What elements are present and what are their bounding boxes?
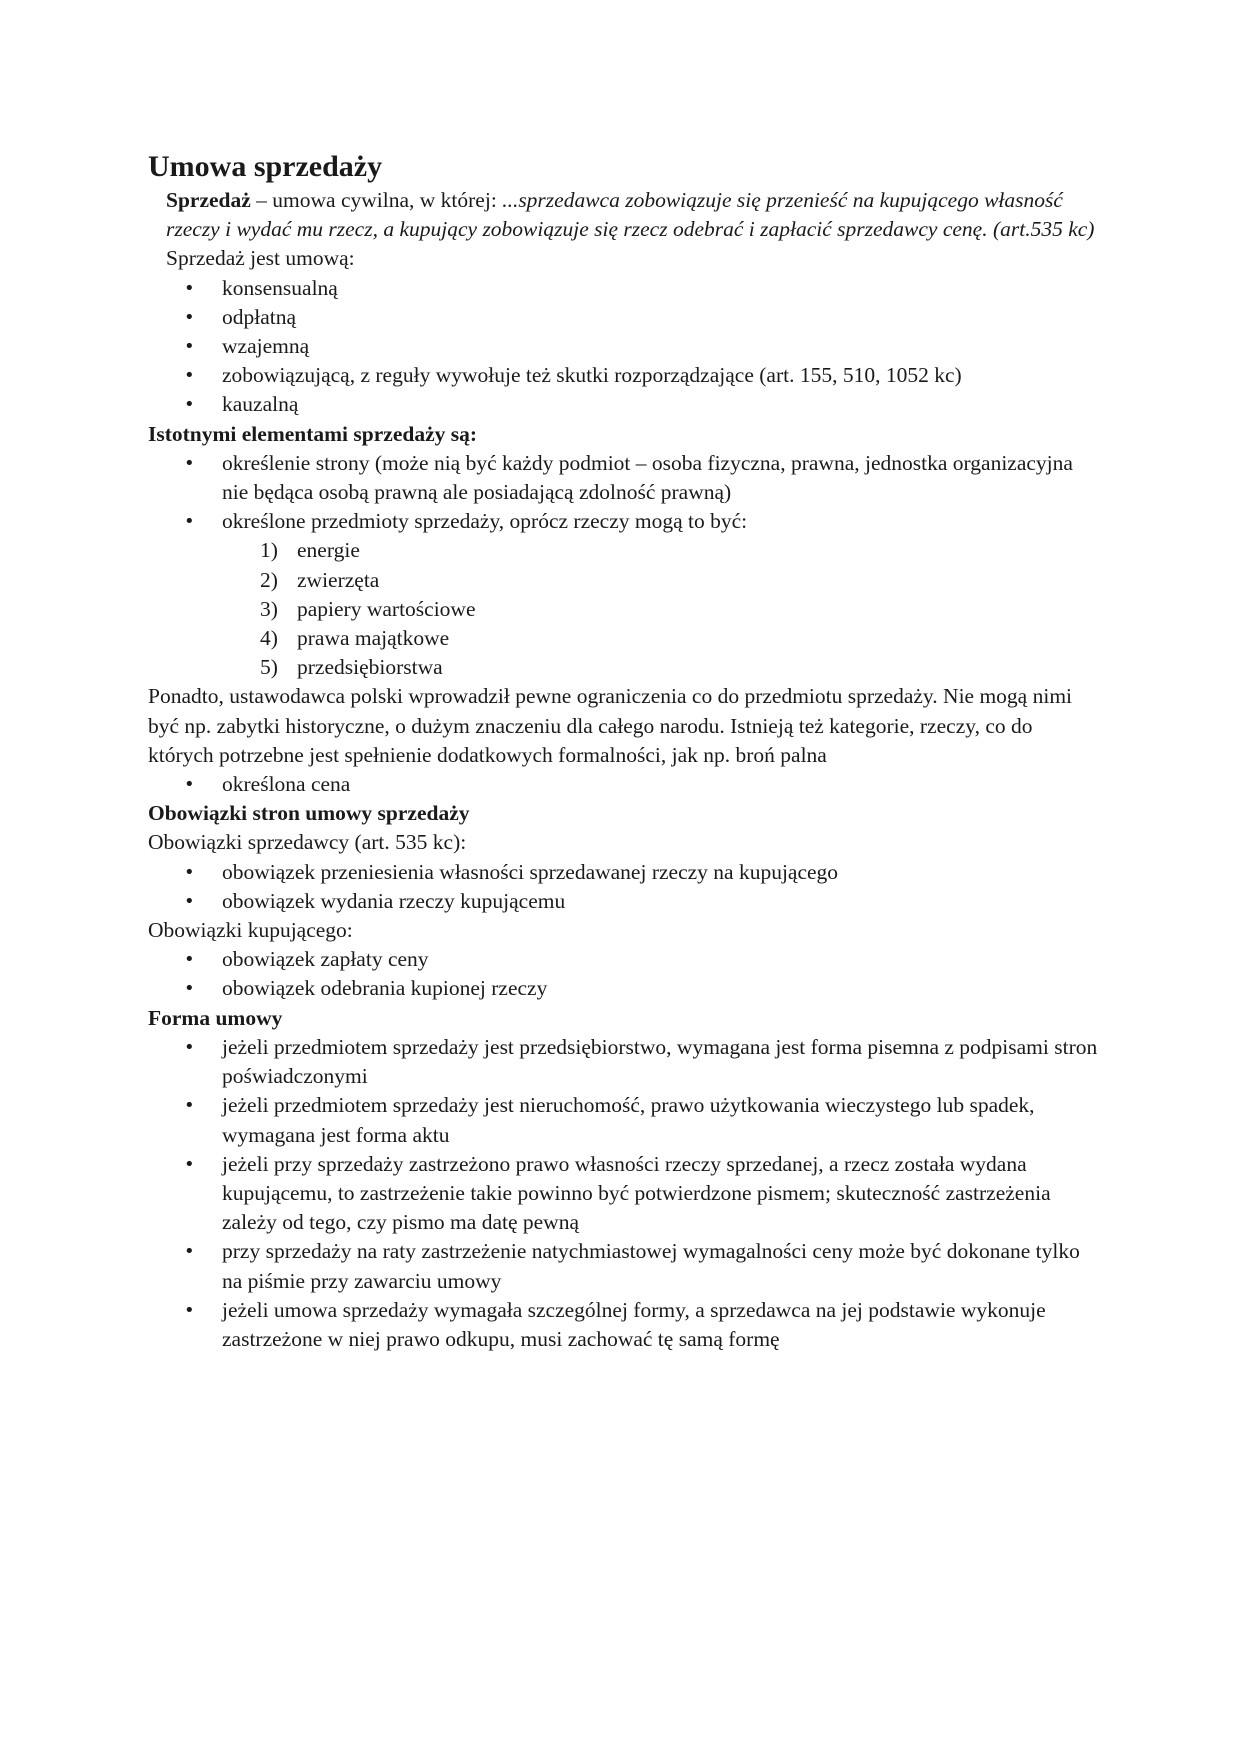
buyer-heading: Obowiązki kupującego: <box>148 918 353 943</box>
list-item: • przy sprzedaży na raty zastrzeżenie natychmiastowej wymagalności ceny może być dokonane tylko na piśmie przy zawarciu umowy <box>148 1237 1098 1295</box>
item-number: 5) <box>260 655 278 680</box>
numbered-item <box>148 624 1098 653</box>
list-item: • wzajemną <box>148 332 1098 361</box>
list-item: • obowiązek odebrania kupionej rzeczy <box>148 974 1098 1003</box>
elements-heading: Istotnymi elementami sprzedaży są: <box>148 421 478 446</box>
intro-quote: ...sprzedawca zobowiązuje się przenieść na kupującego własność rzeczy i wydać mu rzecz, a kupujący zobowiązuje się rzecz odebrać i zapłacić sprzedawcy cenę. (art.535 kc) <box>166 188 1095 242</box>
list-item: • obowiązek wydania rzeczy kupującemu <box>148 887 1098 916</box>
numbered-item <box>148 653 1098 682</box>
list-item: • obowiązek zapłaty ceny <box>148 945 1098 974</box>
list-item: • jeżeli przy sprzedaży zastrzeżono prawo własności rzeczy sprzedanej, a rzecz została wydana kupującemu, to zastrzeżenie takie powinno być potwierdzone pismem; skuteczność zastrzeżenia zależy od tego, czy pismo ma datę pewną <box>148 1150 1098 1238</box>
numbered-item <box>148 536 1098 565</box>
item-number: 4) <box>260 626 278 651</box>
list-item: • określona cena <box>148 770 1098 799</box>
list-item: • konsensualną <box>148 274 1098 303</box>
seller-duties-list <box>148 858 1098 916</box>
numbered-item <box>148 595 1098 624</box>
document-page <box>148 148 1098 1354</box>
item-text: prawa majątkowe <box>297 626 450 651</box>
item-text: zwierzęta <box>297 567 380 592</box>
item-number: 2) <box>260 567 278 592</box>
intro-term: Sprzedaż <box>166 188 251 212</box>
item-text: przedsiębiorstwa <box>297 655 443 680</box>
numbered-item <box>148 566 1098 595</box>
elements-list <box>148 449 1098 537</box>
list-item: • określone przedmioty sprzedaży, oprócz rzeczy mogą to być: <box>148 507 1098 536</box>
restrictions-paragraph: Ponadto, ustawodawca polski wprowadził pewne ograniczenia co do przedmiotu sprzedaży. Nie mogą nimi być np. zabytki historyczne, o dużym znaczeniu dla całego narodu. Istnieją też kategorie, rzeczy, co do których potrzebne jest spełnienie dodatkowych formalności, jak np. broń palna <box>148 684 1073 767</box>
form-list <box>148 1033 1098 1354</box>
list-item: • jeżeli umowa sprzedaży wymagała szczególnej formy, a sprzedawca na jej podstawie wykonuje zastrzeżone w niej prawo odkupu, musi zachować tę samą formę <box>148 1296 1098 1354</box>
form-heading: Forma umowy <box>148 1005 283 1030</box>
buyer-duties-list <box>148 945 1098 1003</box>
price-list <box>148 770 1098 799</box>
intro-paragraph <box>148 186 1098 244</box>
umowa-types-list <box>148 274 1098 420</box>
item-number: 1) <box>260 538 278 563</box>
item-text: papiery wartościowe <box>297 596 476 621</box>
umowa-intro: Sprzedaż jest umową: <box>166 246 355 271</box>
document-title: Umowa sprzedaży <box>148 150 383 183</box>
list-item: • obowiązek przeniesienia własności sprzedawanej rzeczy na kupującego <box>148 858 1098 887</box>
item-text: energie <box>297 538 360 563</box>
list-item: • kauzalną <box>148 390 1098 419</box>
duties-heading: Obowiązki stron umowy sprzedaży <box>148 801 470 826</box>
intro-dash-text: – umowa cywilna, w której: <box>250 188 503 212</box>
subjects-list <box>148 536 1098 682</box>
list-item: • określenie strony (może nią być każdy podmiot – osoba fizyczna, prawna, jednostka organizacyjna nie będąca osobą prawną ale posiadającą zdolność prawną) <box>148 449 1098 507</box>
seller-heading: Obowiązki sprzedawcy (art. 535 kc): <box>148 830 467 855</box>
list-item: • jeżeli przedmiotem sprzedaży jest nieruchomość, prawo użytkowania wieczystego lub spadek, wymagana jest forma aktu <box>148 1091 1098 1149</box>
list-item: • odpłatną <box>148 303 1098 332</box>
list-item: • zobowiązującą, z reguły wywołuje też skutki rozporządzające (art. 155, 510, 1052 kc) <box>148 361 1098 390</box>
list-item: • jeżeli przedmiotem sprzedaży jest przedsiębiorstwo, wymagana jest forma pisemna z podpisami stron poświadczonymi <box>148 1033 1098 1091</box>
item-number: 3) <box>260 596 278 621</box>
